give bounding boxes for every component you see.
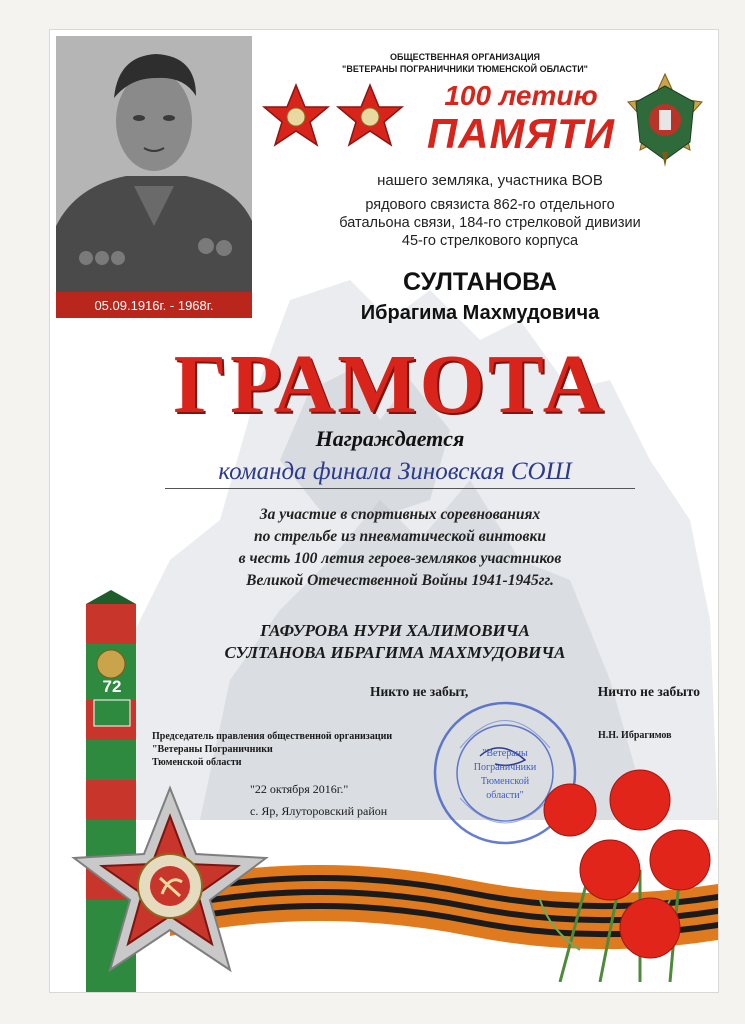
reason-line: За участие в спортивных соревнованиях xyxy=(259,506,541,523)
unit-line: рядового связиста 862-го отдельного xyxy=(365,197,615,213)
hero-portrait xyxy=(56,36,252,292)
reason-line: по стрельбе из пневматической винтовки xyxy=(254,528,546,545)
border-guard-emblem-icon xyxy=(626,72,704,168)
red-star-icon xyxy=(264,85,328,145)
document-type-heading: ГРАМОТА xyxy=(173,338,607,431)
honoree-name: ГАФУРОВА НУРИ ХАЛИМОВИЧА xyxy=(260,621,530,640)
chair-line: "Ветераны Пограничники xyxy=(152,744,273,755)
awarded-label: Награждается xyxy=(315,426,465,451)
award-reason xyxy=(170,504,630,592)
hero-life-dates: 05.09.1916г. - 1968г. xyxy=(56,292,252,318)
stamp-line: "Ветераны xyxy=(482,748,528,759)
recipient-handwritten: команда финала Зиновская СОШ xyxy=(218,458,572,485)
stamp-line: Тюменской xyxy=(480,776,530,787)
recipient-underline xyxy=(165,488,635,489)
border-post-number: 72 xyxy=(102,677,122,696)
signatory-name: Н.Н. Ибрагимов xyxy=(598,730,672,741)
hero-name: Ибрагима Махмудовича xyxy=(360,302,600,324)
military-unit xyxy=(280,196,700,250)
org-name-line1: ОБЩЕСТВЕННАЯ ОРГАНИЗАЦИЯ xyxy=(389,52,541,62)
chair-line: Тюменской области xyxy=(152,757,242,768)
unit-line: 45-го стрелкового корпуса xyxy=(401,233,579,249)
title-line1: 100 летию xyxy=(444,80,598,111)
chairman-title xyxy=(152,730,452,769)
chair-line: Председатель правления общественной организации xyxy=(152,731,393,742)
red-star-icon xyxy=(338,85,402,145)
honorees xyxy=(160,620,630,664)
stamp-line: Пограничники xyxy=(473,762,537,773)
motto-part2: Ничто не забыто xyxy=(597,684,700,699)
issue-place: с. Яр, Ялуторовский район xyxy=(250,804,388,818)
hero-surname: СУЛТАНОВА xyxy=(403,268,557,296)
unit-line: батальона связи, 184-го стрелковой дивизии xyxy=(339,215,641,231)
motto-part1: Никто не забыт, xyxy=(370,684,469,699)
stamp-line: области" xyxy=(486,790,524,801)
carnations xyxy=(520,750,718,982)
certificate-sheet xyxy=(50,30,718,992)
honoree-name: СУЛТАНОВА ИБРАГИМА МАХМУДОВИЧА xyxy=(224,643,566,662)
subtitle: нашего земляка, участника ВОВ xyxy=(377,172,603,189)
reason-line: в честь 100 летия героев-земляков участников xyxy=(238,550,562,567)
order-stars xyxy=(258,82,408,152)
portrait-image xyxy=(56,36,252,292)
title-line2: ПАМЯТИ xyxy=(426,110,615,157)
reason-line: Великой Отечественной Войны 1941-1945гг. xyxy=(246,572,554,589)
org-name-line2: "ВЕТЕРАНЫ ПОГРАНИЧНИКИ ТЮМЕНСКОЙ ОБЛАСТИ" xyxy=(342,64,588,74)
issue-date: "22 октября 2016г." xyxy=(250,782,349,796)
patriotic-war-order-icon xyxy=(70,782,270,982)
